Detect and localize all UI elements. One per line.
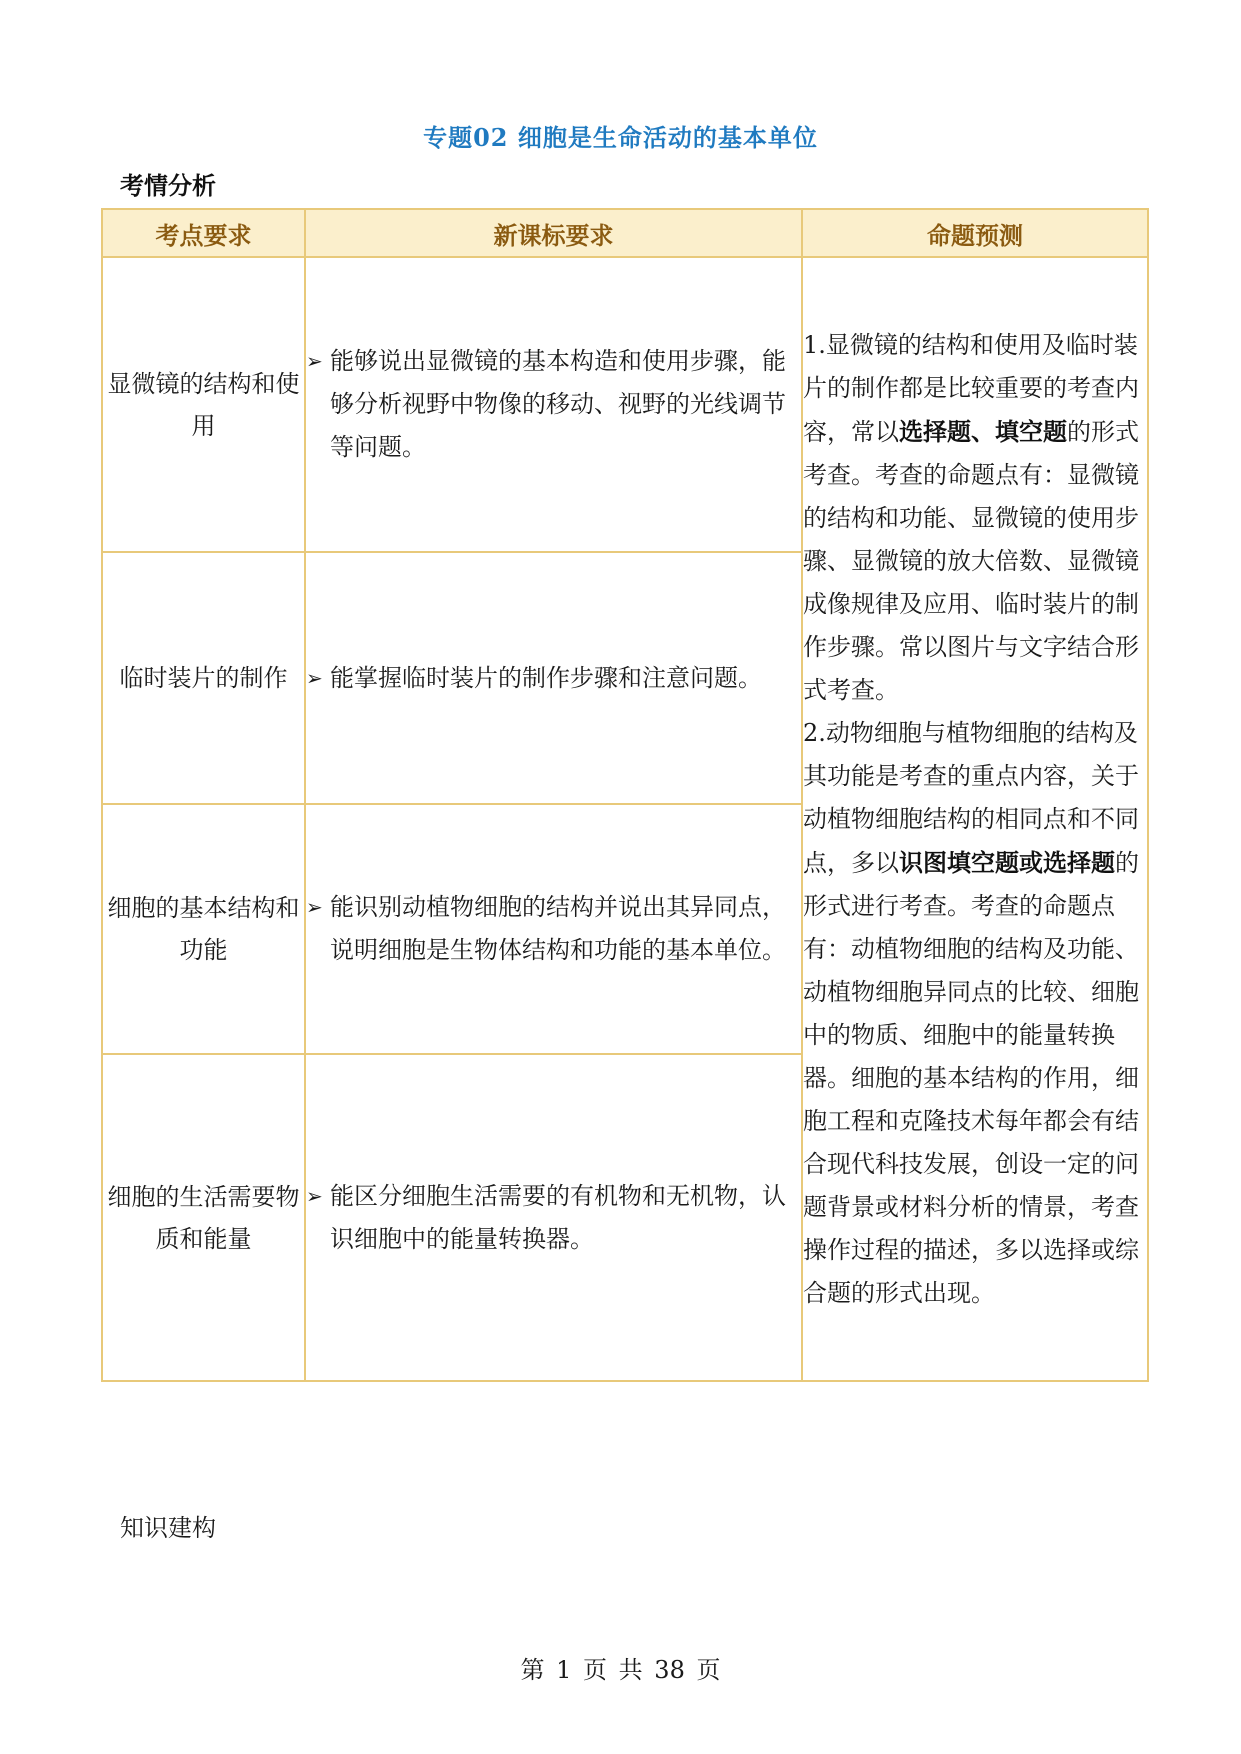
bullet-arrow-icon: ➢: [306, 349, 323, 373]
section-heading-analysis: 考情分析: [120, 171, 216, 200]
requirement-text: 能掌握临时装片的制作步骤和注意问题。: [330, 663, 762, 692]
requirement-text: 能区分细胞生活需要的有机物和无机物，认识细胞中的能量转换器。: [330, 1181, 786, 1253]
bullet-arrow-icon: ➢: [306, 895, 323, 919]
header-exam-point: 考点要求: [102, 209, 305, 257]
document-title: 专题02 细胞是生命活动的基本单位: [423, 123, 818, 152]
section-heading-knowledge: 知识建构: [120, 1514, 216, 1542]
analysis-table: [101, 208, 1149, 1382]
bullet-arrow-icon: ➢: [306, 665, 323, 690]
prediction-cell: [802, 257, 1148, 1381]
header-prediction: 命题预测: [802, 209, 1148, 257]
requirement-text: 能够说出显微镜的基本构造和使用步骤，能够分析视野中物像的移动、视野的光线调节等问题。: [330, 347, 786, 461]
emphasis-question-types: 识图填空题或选择题: [899, 847, 1115, 877]
prediction-paragraph-2: 2.动物细胞与植物细胞的结构及其功能是考查的重点内容，关于动植物细胞结构的相同点和不同点，多以识图填空题或选择题的形式进行考查。考查的命题点有：动植物细胞的结构及功能、动植物细胞异同点的比较、细胞中的物质、细胞中的能量转换器。细胞的基本结构的作用，细胞工程和克隆技术每年都会有结合现代科技发展，创设一定的问题背景或材料分析的情景，考查操作过程的描述，多以选择或综合题的形式出现。: [803, 718, 1139, 1307]
requirement-text: 能识别动植物细胞的结构并说出其异同点，说明细胞是生物体结构和功能的基本单位。: [330, 893, 786, 964]
table-row: [102, 257, 1148, 552]
requirement-cell: [305, 804, 802, 1054]
exam-point-cell: 显微镜的结构和使用: [102, 257, 305, 552]
requirement-cell: [305, 552, 802, 804]
exam-point-cell: 细胞的基本结构和功能: [102, 804, 305, 1054]
bullet-arrow-icon: ➢: [306, 1183, 323, 1208]
exam-point-cell: 细胞的生活需要物质和能量: [102, 1054, 305, 1381]
page-footer: 第 1 页 共 38 页: [520, 1656, 721, 1684]
exam-point-cell: 临时装片的制作: [102, 552, 305, 804]
header-curriculum-requirement: 新课标要求: [305, 209, 802, 257]
emphasis-question-types: 选择题、填空题: [899, 416, 1067, 446]
requirement-cell: [305, 257, 802, 552]
table-header-row: [102, 209, 1148, 257]
requirement-cell: [305, 1054, 802, 1381]
prediction-paragraph-1: 1.显微镜的结构和使用及临时装片的制作都是比较重要的考查内容，常以选择题、填空题的形式考查。考查的命题点有：显微镜的结构和功能、显微镜的使用步骤、显微镜的放大倍数、显微镜成像规律及应用、临时装片的制作步骤。常以图片与文字结合形式考查。: [803, 330, 1139, 704]
